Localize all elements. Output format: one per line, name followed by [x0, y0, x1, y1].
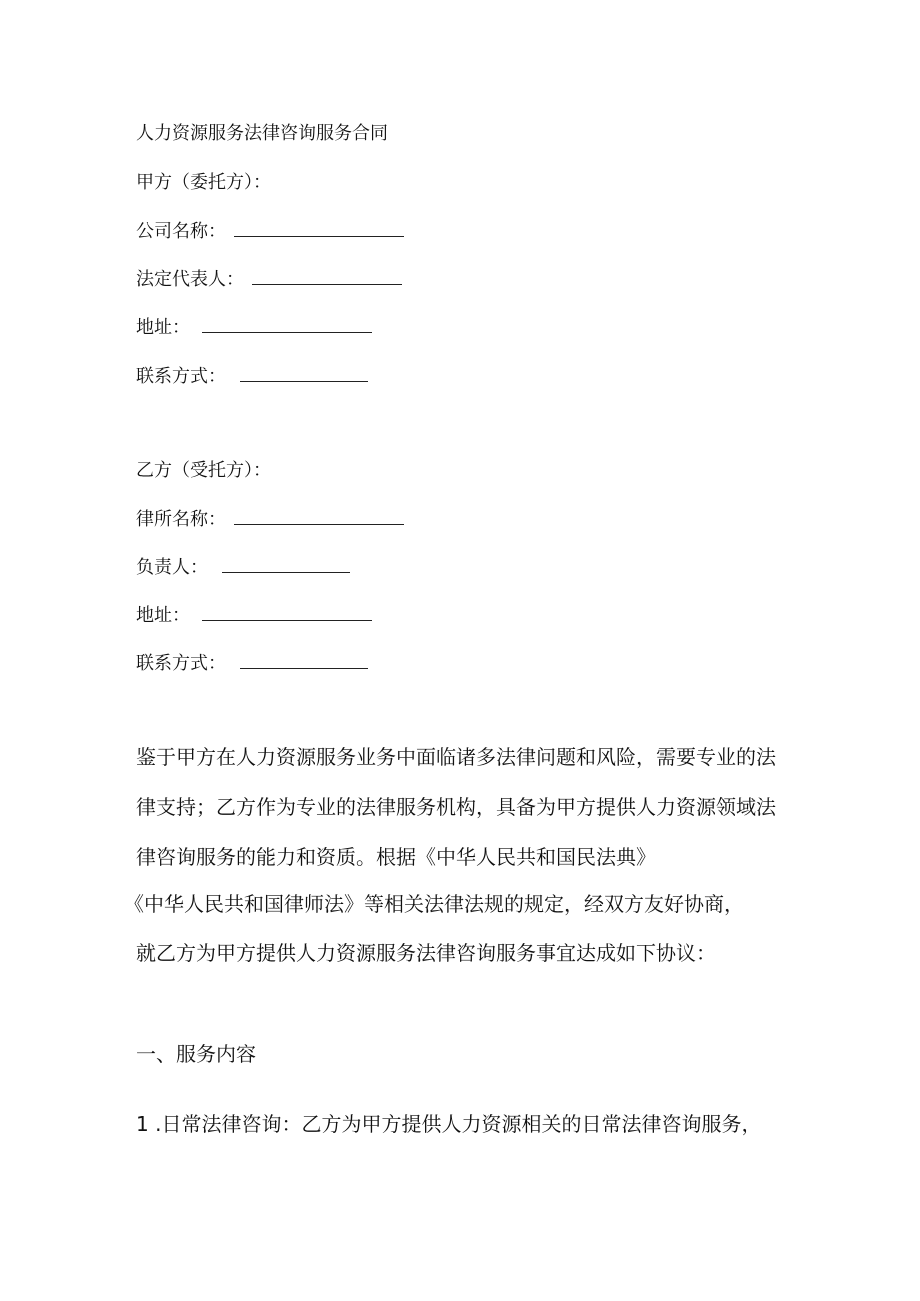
party-a-company-name-row — [136, 218, 404, 245]
party-b-contact-label: 联系方式： — [136, 653, 226, 674]
party-a-company-name-blank — [234, 218, 404, 237]
party-b-firm-name-label: 律所名称： — [136, 509, 226, 530]
party-b-contact-row — [136, 650, 368, 677]
party-a-address-blank — [202, 314, 372, 333]
preamble-line-2: 律支持；乙方作为专业的法律服务机构，具备为甲方提供人力资源领域法 — [136, 795, 776, 819]
party-b-firm-name-blank — [234, 506, 404, 525]
party-b-principal-blank — [222, 554, 350, 573]
section-1-heading: 一、服务内容 — [136, 1042, 256, 1066]
party-b-heading: 乙方（受托方）： — [136, 460, 271, 481]
party-a-address-label: 地址： — [136, 317, 190, 338]
party-b-principal-label: 负责人： — [136, 557, 208, 578]
party-a-contact-blank — [240, 363, 368, 382]
preamble-line-4: 《中华人民共和国律师法》等相关法律法规的规定，经双方友好协商， — [124, 892, 744, 916]
party-b-address-label: 地址： — [136, 605, 190, 626]
party-a-legal-rep-label: 法定代表人： — [136, 269, 244, 290]
preamble-line-5: 就乙方为甲方提供人力资源服务法律咨询服务事宜达成如下协议： — [136, 941, 716, 965]
party-a-contact-label: 联系方式： — [136, 366, 226, 387]
party-a-company-name-label: 公司名称： — [136, 221, 226, 242]
party-b-principal-row — [136, 554, 350, 581]
party-b-contact-blank — [240, 650, 368, 669]
section-1-item-1: 1 .日常法律咨询：乙方为甲方提供人力资源相关的日常法律咨询服务， — [136, 1112, 762, 1136]
preamble-line-1: 鉴于甲方在人力资源服务业务中面临诸多法律问题和风险，需要专业的法 — [136, 745, 776, 769]
party-a-contact-row — [136, 363, 368, 390]
party-a-address-row — [136, 314, 372, 341]
document-title: 人力资源服务法律咨询服务合同 — [136, 123, 388, 144]
party-a-heading: 甲方（委托方）： — [136, 172, 271, 193]
party-b-firm-name-row — [136, 506, 404, 533]
party-a-legal-rep-row — [136, 266, 402, 293]
party-b-address-row — [136, 602, 372, 629]
party-b-address-blank — [202, 602, 372, 621]
party-a-legal-rep-blank — [252, 266, 402, 285]
preamble-line-3: 律咨询服务的能力和资质。根据《中华人民共和国民法典》 — [136, 845, 656, 869]
